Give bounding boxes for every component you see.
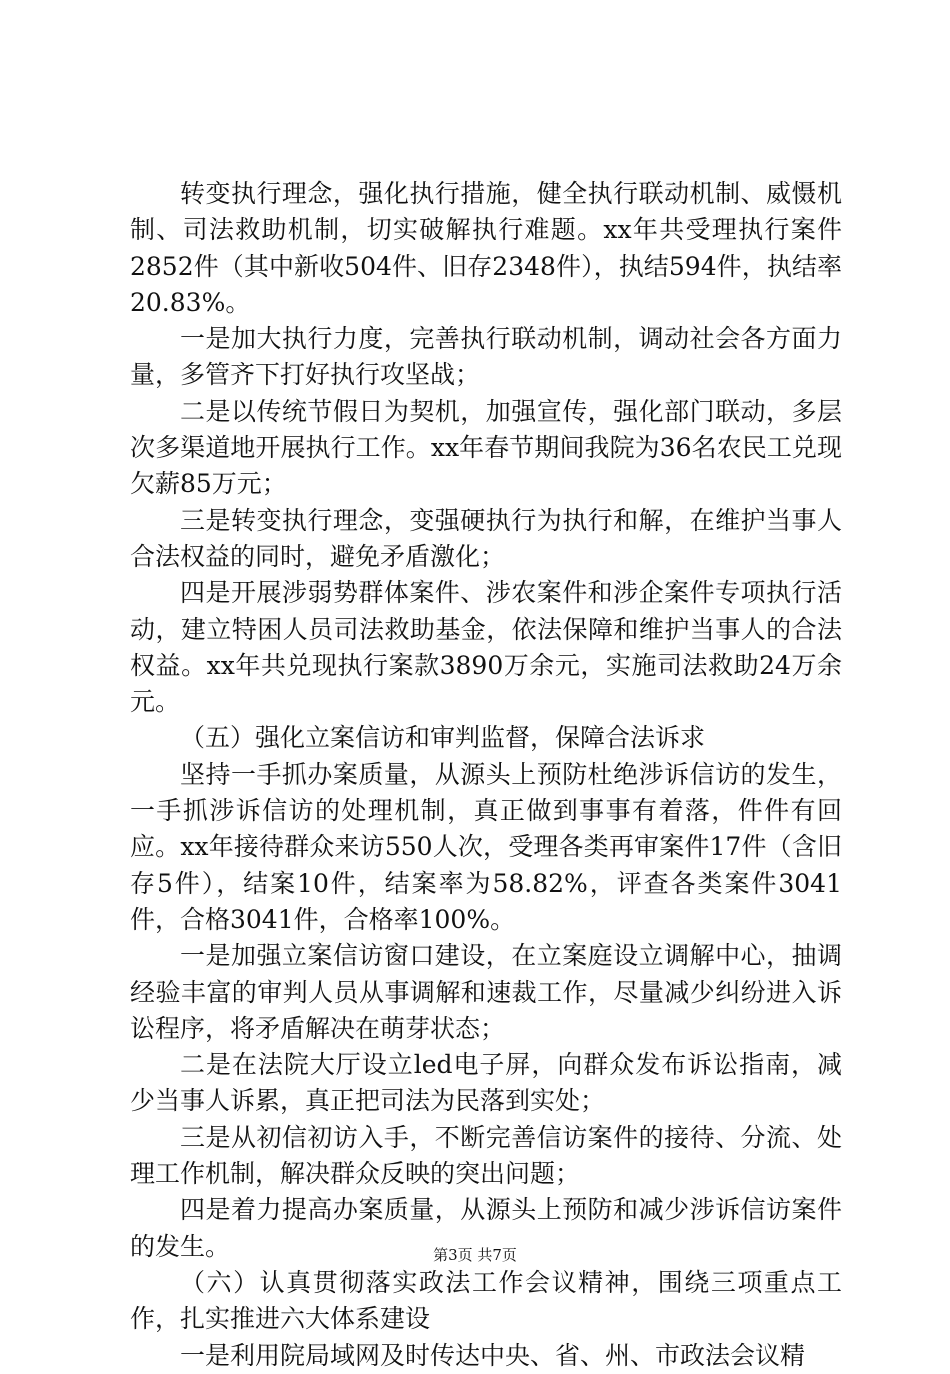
paragraph: 坚持一手抓办案质量，从源头上预防杜绝涉诉信访的发生，一手抓涉诉信访的处理机制，真正做到事事有着落，件件有回应。xx年接待群众来访550人次，受理各类再审案件17件（含旧存5件），结案10件，结案率为58.82%，评查各类案件3041件，合格3041件，合格率100%。 <box>130 759 842 934</box>
paragraph: 一是加强立案信访窗口建设，在立案庭设立调解中心，抽调经验丰富的审判人员从事调解和速裁工作，尽量减少纠纷进入诉讼程序，将矛盾解决在萌芽状态； <box>130 941 842 1043</box>
paragraph: 转变执行理念，强化执行措施，健全执行联动机制、威慑机制、司法救助机制，切实破解执行难题。xx年共受理执行案件2852件（其中新收504件、旧存2348件），执结594件，执结率20.83%。 <box>130 179 842 317</box>
page-footer <box>0 1245 950 1265</box>
page-number-label: 第3页 共7页 <box>433 1246 517 1264</box>
paragraph: 四是开展涉弱势群体案件、涉农案件和涉企案件专项执行活动，建立特困人员司法救助基金，依法保障和维护当事人的合法权益。xx年共兑现执行案款3890万余元，实施司法救助24万余元。 <box>130 578 842 717</box>
section-heading: （五）强化立案信访和审判监督，保障合法诉求 <box>180 723 706 753</box>
section-heading: （六）认真贯彻落实政法工作会议精神，围绕三项重点工作，扎实推进六大体系建设 <box>130 1267 842 1334</box>
paragraph: 二是在法院大厅设立led电子屏，向群众发布诉讼指南，减少当事人诉累，真正把司法为民落到实处； <box>130 1050 842 1116</box>
paragraph: 三是从初信初访入手，不断完善信访案件的接待、分流、处理工作机制，解决群众反映的突出问题； <box>130 1122 842 1189</box>
document-body <box>130 176 842 1374</box>
paragraph: 四是着力提高办案质量，从源头上预防和减少涉诉信访案件的发生。 <box>130 1195 842 1261</box>
paragraph: 一是加大执行力度，完善执行联动机制，调动社会各方面力量，多管齐下打好执行攻坚战； <box>130 324 842 390</box>
paragraph: 二是以传统节假日为契机，加强宣传，强化部门联动，多层次多渠道地开展执行工作。xx年春节期间我院为36名农民工兑现欠薪85万元； <box>130 396 842 499</box>
paragraph: 三是转变执行理念，变强硬执行为执行和解，在维护当事人合法权益的同时，避免矛盾激化； <box>130 505 842 571</box>
paragraph: 一是利用院局域网及时传达中央、省、州、市政法会议精 <box>180 1340 806 1370</box>
